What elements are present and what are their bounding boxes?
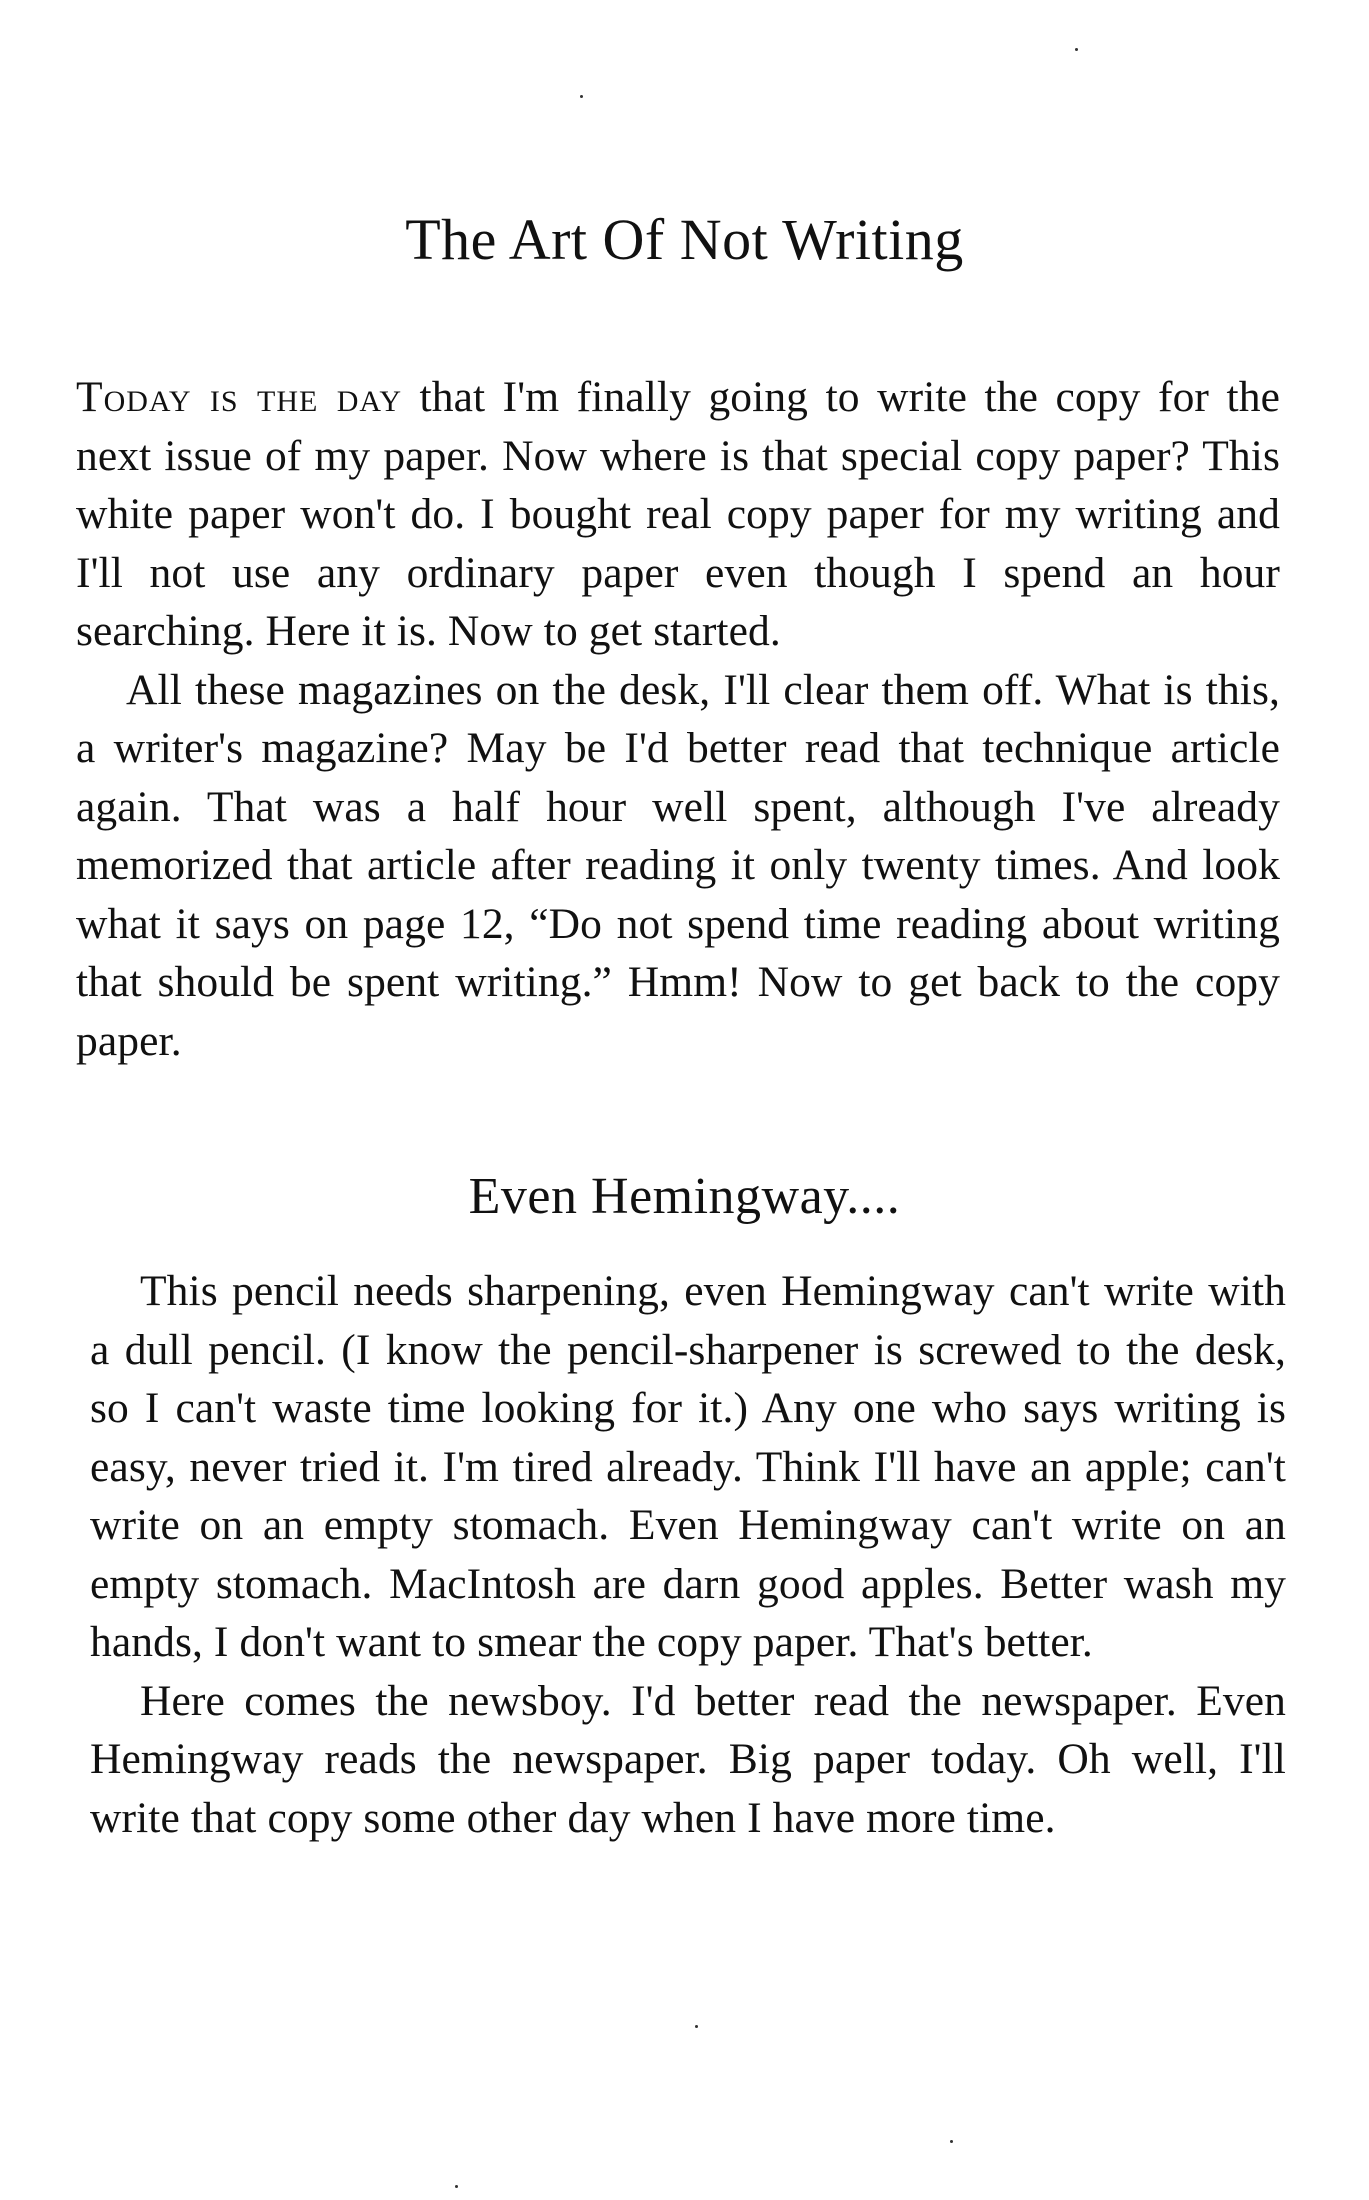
paragraph-2: All these magazines on the desk, I'll clear them off. What is this, a writer's magazine? May be I'd better read that technique article again. That was a half hour well spent, although I've already memorized that article after reading it only twenty times. And look what it says on page 12, “Do not spend time reading about writing that should be spent writing.” Hmm! Now to get back to the copy paper.	[76, 665, 1280, 1065]
section-two	[90, 1262, 1286, 1847]
scan-speck	[580, 95, 583, 98]
scan-speck	[695, 2025, 698, 2028]
page-title: The Art Of Not Writing	[405, 207, 964, 272]
scan-speck	[1075, 48, 1078, 51]
paragraph-3: This pencil needs sharpening, even Hemingway can't write with a dull pencil. (I know the pencil-sharpener is screwed to the desk, so I can't waste time looking for it.) Any one who says writing is easy, never tried it. I'm tired already. Think I'll have an apple; can't write on an empty stomach. Even Hemingway can't write on an empty stomach. MacIntosh are darn good apples. Better wash my hands, I don't want to smear the copy paper. That's better.	[90, 1267, 1286, 1666]
paragraph-1-text: that I'm finally going to write the copy for the next issue of my paper. Now where is that special copy paper? This white paper won't do. I bought real copy paper for my writing and I'll not use any ordinary paper even though I spend an hour searching. Here it is. Now to get started.	[76, 373, 1280, 655]
paragraph-lead-in: Today is the day	[76, 373, 402, 421]
section-one	[76, 368, 1280, 1070]
subheading: Even Hemingway....	[468, 1168, 901, 1225]
scan-speck	[950, 2140, 953, 2143]
paragraph-4: Here comes the newsboy. I'd better read the newspaper. Even Hemingway reads the newspaper. Big paper today. Oh well, I'll write that copy some other day when I have more time.	[90, 1676, 1286, 1842]
scan-speck	[455, 2185, 458, 2188]
paragraph-1	[76, 368, 1280, 661]
